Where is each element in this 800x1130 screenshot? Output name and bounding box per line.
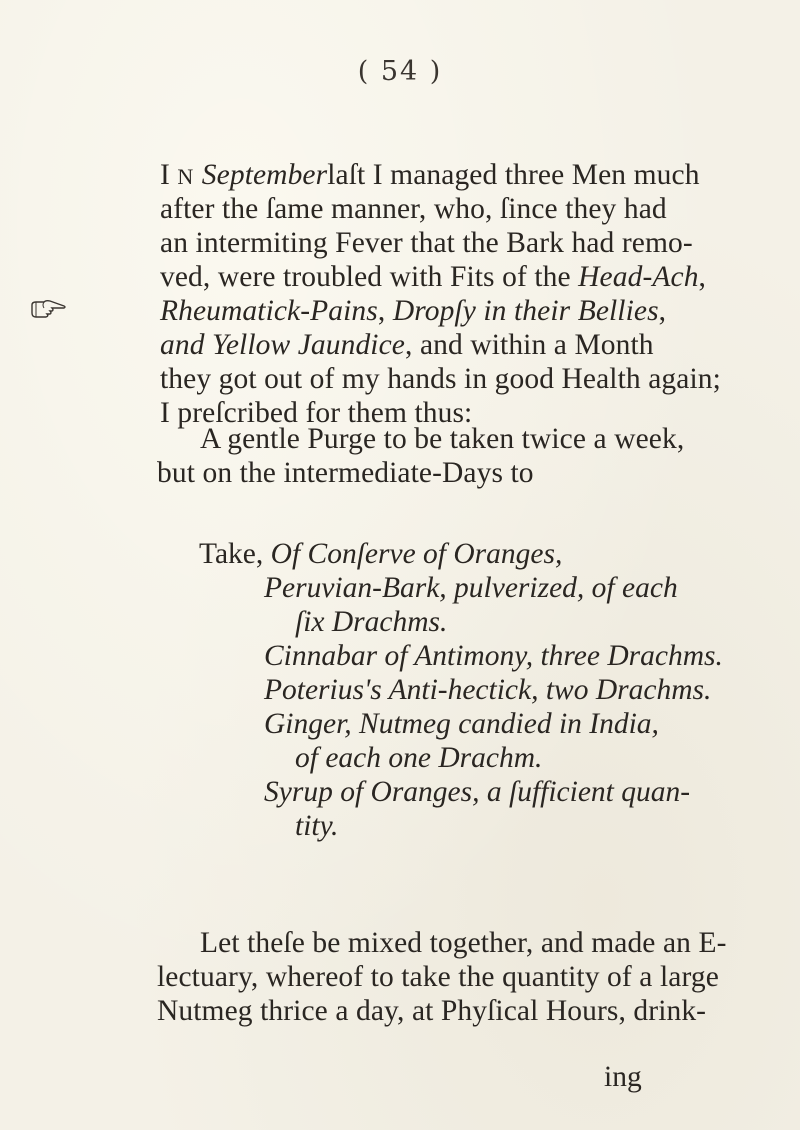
month: September [201, 159, 328, 191]
paragraph-1-line-8: I preſcribed for them thus: [160, 397, 473, 429]
paragraph-1-line-2: after the ſame manner, who, ſince they had [160, 193, 667, 225]
take-word: Take, [199, 538, 271, 570]
recipe-line-8: Syrup of Oranges, a ſufficient quan- [264, 776, 691, 808]
paragraph-1-line-7: they got out of my hands in good Health again; [160, 363, 721, 395]
rheumatick-pains: Rheumatick-Pains [160, 295, 378, 327]
comma: , [698, 261, 707, 293]
recipe-line-6: Ginger, Nutmeg candied in India, [264, 708, 659, 740]
recipe [157, 537, 723, 843]
dropsy: Dropſy in their Bellies [392, 295, 659, 327]
paragraph-1-line-4 [160, 260, 740, 294]
recipe-line-9: tity. [295, 810, 339, 842]
paragraph-2-line-2: but on the intermediate-Days to [157, 457, 534, 489]
pointing-hand-icon [30, 297, 66, 319]
catchword: ing [604, 1061, 642, 1093]
ingredient-oranges: Of Conſerve of Oranges, [270, 538, 563, 570]
drop-initial: I [160, 159, 170, 191]
paragraph-1-line-6 [160, 328, 740, 362]
paragraph-1-line-3: an intermiting Fever that the Bark had remo- [160, 227, 693, 259]
recipe-line-7: of each one Drachm. [295, 742, 543, 774]
paragraph-4-line-1: Let theſe be mixed together, and made an E- [200, 927, 727, 959]
line-plain: ved, were troubled with Fits of the [160, 261, 579, 293]
yellow-jaundice: and Yellow Jaundice [160, 329, 405, 361]
paragraph-4 [157, 926, 727, 1028]
recipe-line-5: Poterius's Anti-hectick, two Drachms. [264, 674, 712, 706]
line-plain: , and within a Month [405, 329, 654, 361]
head-ach: Head-Ach [578, 261, 699, 293]
paragraph-2-line-1: A gentle Purge to be taken twice a week, [200, 423, 685, 455]
paragraph-4-line-2: lectuary, whereof to take the quantity of a large [157, 961, 719, 993]
paragraph-1-line-1 [160, 158, 740, 192]
paragraph-1 [160, 158, 740, 430]
recipe-line-2: Peruvian-Bark, pulverized, of each [264, 572, 678, 604]
small-caps: N [177, 164, 195, 189]
paragraph-2 [157, 422, 684, 490]
paragraph-4-line-3: Nutmeg thrice a day, at Phyſical Hours, drink- [157, 995, 707, 1027]
comma: , [658, 295, 667, 327]
recipe-line-4: Cinnabar of Antimony, three Drachms. [264, 640, 723, 672]
page-number: ( 54 ) [357, 56, 443, 87]
line-rest: laſt I managed three Men much [327, 159, 700, 191]
separator: , [377, 295, 393, 327]
paragraph-1-line-5 [160, 294, 740, 328]
recipe-line-1 [157, 537, 723, 571]
recipe-line-3: ſix Drachms. [295, 606, 448, 638]
